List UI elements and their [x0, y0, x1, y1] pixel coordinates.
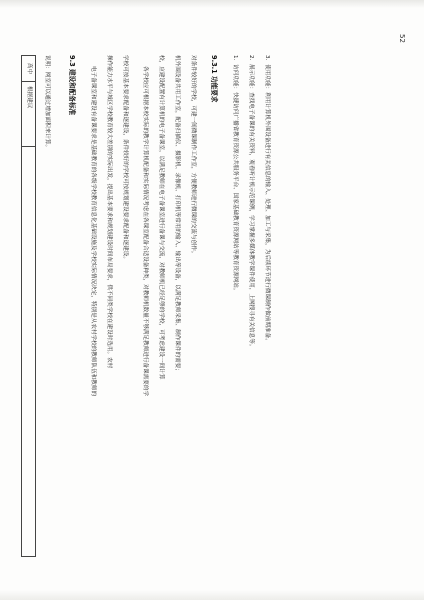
subsection-title: 功能要求: [210, 76, 218, 103]
paragraph-2-line-1: 各学校应可根据本校实际的教学计算机配备和实际情况考虑在各课室配备合适设备种类，对教师机数量不够满足教师进行备课需要的学: [142, 66, 148, 397]
list-item: 2．展示功能：查找电子备课的有关资料，观看听计机示范课例，学习掌握多媒体教学课件使用，上网搜寻有关信息等。: [248, 55, 254, 350]
standards-table-fragment: [21, 55, 36, 557]
table-cell-level: 高中: [22, 56, 35, 82]
paragraph-2-line-2: 校，应建设配置有计算机的电子备课室，以满足教师在电子备课室进行备课与交流，对教师机已经足够的学校，可考虑建设一间计算: [158, 55, 164, 380]
list-item: 3．使用功能：利用计算机外围设备进行有关信息的输入、处理、加工与采集，为后续环节进行微课制作做前期准备。: [264, 55, 270, 344]
list-item: 1．访问功能：快捷访问广播省教育资源公共服务平台、国家基础教育资源网站等教育资源网站。: [232, 55, 238, 294]
note-text: 说明：网室可以通过增加面积来计算。: [44, 55, 50, 151]
paragraph-1-line-1: 电子备课室和建设有备课要求是基础教育的各级学校教育信息化基础设施及学校实际情况决定，特别是从农村学校的教师队伍和教师的: [90, 66, 96, 397]
paragraph-1-line-3: 学校可按基本要求配备和逐建设，条件较好的学校可按规划建设要求配备和逐建设。: [122, 55, 128, 262]
paragraph-2-line-4: 对条件较好的学校，可建一间微课制作工作室，方便教师进行微课的交流与创作。: [190, 55, 196, 257]
table-cell-suggestion: 根据建议: [22, 82, 35, 147]
page-number: 52: [398, 34, 406, 43]
section-title: 建设和配备标准: [68, 68, 76, 116]
section-heading-9-3-1: [210, 55, 220, 102]
subsection-number: 9.3.1: [210, 55, 218, 74]
paragraph-2-line-3: 机外围设备共用工作室，配备扫描仪、摄影机、录像机、打印机等常用的输入、输出等设备，以满足教师采集、制作课件的需要；: [174, 55, 180, 374]
section-heading-9-3: [68, 55, 78, 115]
section-number: 9.3: [68, 55, 76, 67]
paragraph-1-line-2: 操作能力水平与城区学校教育较大差别的实际出发，提出基本要求和规划建设时间布局要求，供不同类学校在建设时选用。农村: [106, 55, 112, 369]
